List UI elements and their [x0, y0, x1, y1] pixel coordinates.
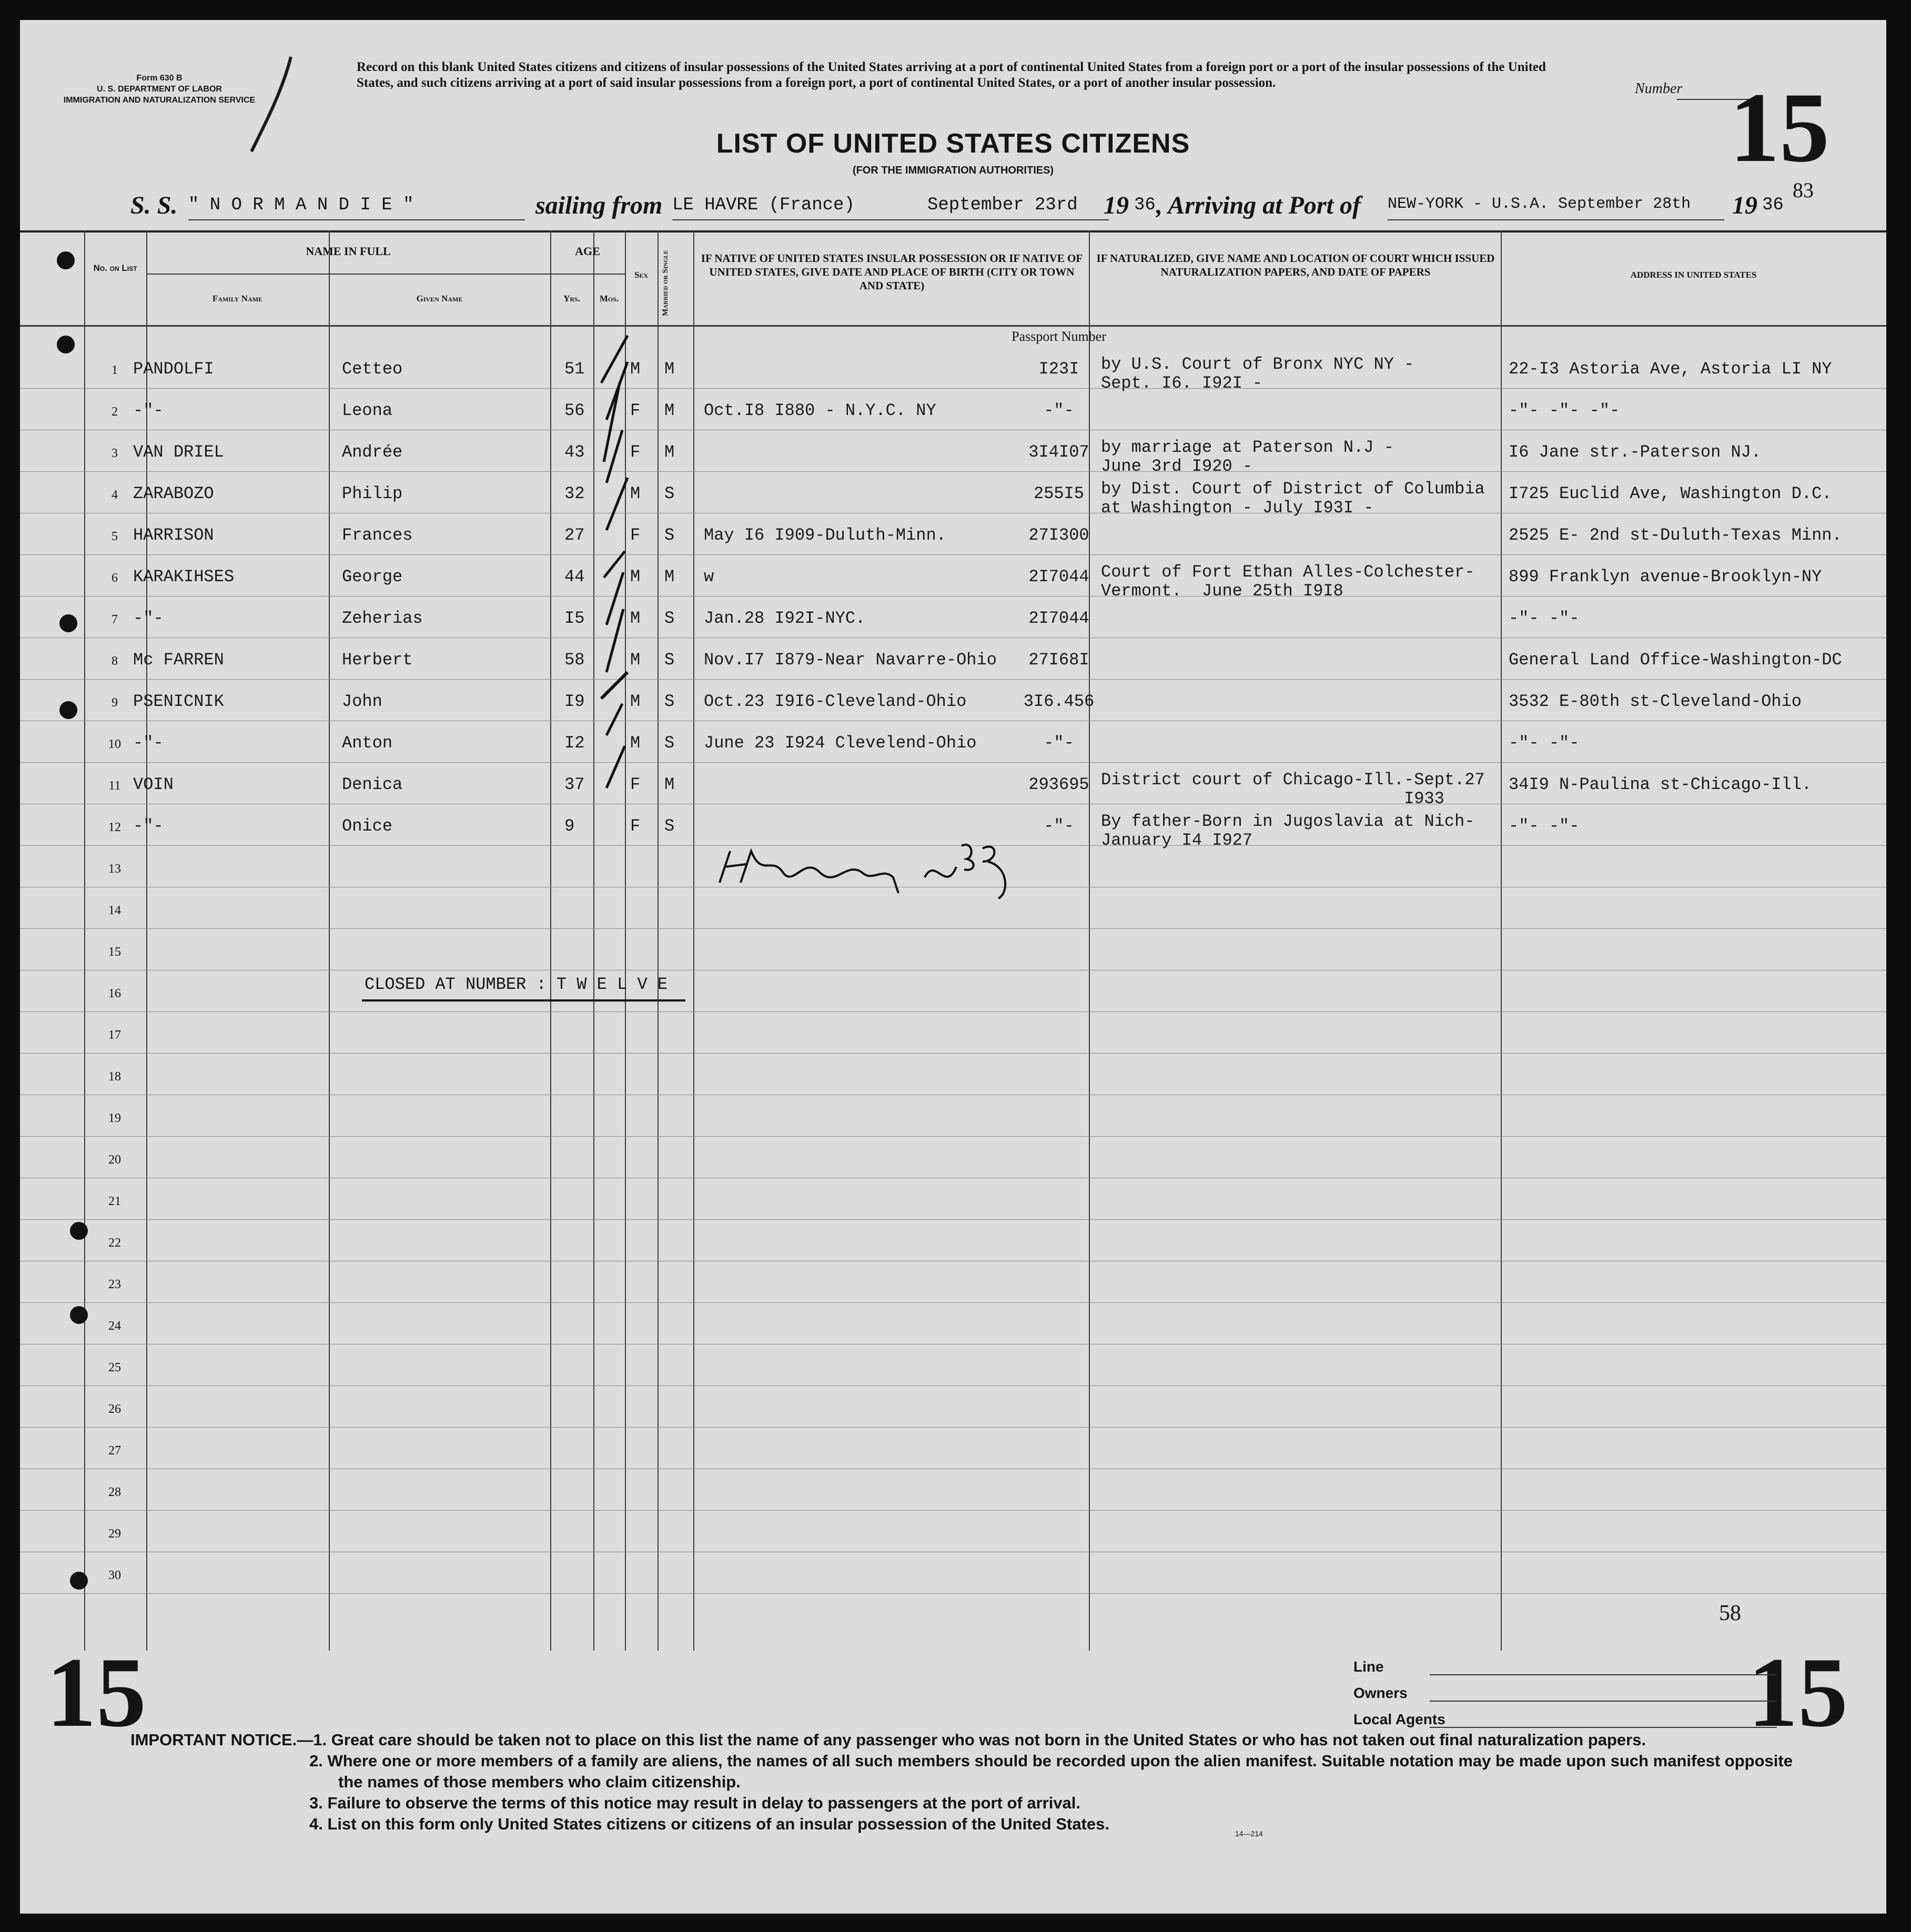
cell-birth: Oct.I8 I880 - N.Y.C. NY — [704, 401, 936, 420]
row-rule — [20, 471, 1886, 472]
row-number: 3 — [112, 447, 118, 460]
service: IMMIGRATION AND NATURALIZATION SERVICE — [63, 96, 256, 105]
official-signature — [714, 835, 1093, 909]
cell-age: I5 — [564, 609, 585, 628]
cell-age: 43 — [564, 442, 585, 462]
cell-family: Mc FARREN — [133, 650, 224, 670]
cell-address: -"- -"- — [1509, 609, 1580, 628]
row-number: 10 — [108, 737, 121, 751]
col-given-header: Given Name — [416, 294, 463, 304]
row-number: 5 — [112, 530, 118, 543]
cell-address: General Land Office-Washington-DC — [1509, 650, 1842, 670]
row-rule — [20, 762, 1886, 763]
cell-sex: M — [630, 609, 641, 628]
cell-sex: F — [630, 401, 641, 420]
row-number: 11 — [108, 779, 121, 793]
owners-label: Owners — [1353, 1685, 1408, 1701]
passenger-table — [20, 230, 1886, 1651]
form-code: 14—214 — [1235, 1829, 1263, 1838]
col-mos-header: Mos. — [599, 294, 619, 304]
row-number: 16 — [108, 987, 121, 1000]
cell-passport: 2I7044 — [1028, 567, 1089, 586]
row-rule — [20, 679, 1886, 680]
arrival-year-prefix: 19 — [1732, 191, 1757, 219]
cell-status: M — [664, 442, 675, 462]
cell-sex: F — [630, 816, 641, 836]
row-number: 15 — [108, 945, 121, 959]
cell-birth: Nov.I7 I879-Near Navarre-Ohio — [704, 650, 997, 670]
row-number: 18 — [108, 1070, 121, 1084]
cell-given: Philip — [342, 484, 403, 503]
handwritten-check-marks — [591, 325, 641, 1061]
cell-given: Zeherias — [342, 609, 423, 628]
cell-family: PSENICNIK — [133, 692, 224, 711]
cell-sex: M — [630, 484, 641, 503]
cell-family: -"- — [133, 401, 164, 420]
cell-address: I6 Jane str.-Paterson NJ. — [1509, 442, 1762, 462]
cell-age: I2 — [564, 733, 585, 753]
cell-court: By father-Born in Jugoslavia at Nich- January I4 I927 — [1101, 812, 1475, 850]
cell-address: 34I9 N-Paulina st-Chicago-Ill. — [1509, 775, 1812, 794]
col-birth-header: IF NATIVE OF UNITED STATES INSULAR POSSESSION OR IF NATIVE OF UNITED STATES, GIVE DATE AND PLACE OF BIRTH (CITY OR TOWN AND STATE) — [701, 252, 1083, 292]
notice-1: 1. Great care should be taken not to place on this list the name of any passenger who was not born in the United States or who has not taken out final naturalization papers. — [313, 1731, 1646, 1749]
row-number: 26 — [108, 1402, 121, 1416]
cell-sex: M — [630, 567, 641, 586]
col-naturalized-header: IF NATURALIZED, GIVE NAME AND LOCATION OF COURT WHICH ISSUED NATURALIZATION PAPERS, AND DATE OF PAPERS — [1096, 252, 1495, 278]
cell-address: 899 Franklyn avenue-Brooklyn-NY — [1509, 567, 1822, 586]
cell-passport: -"- — [1044, 401, 1074, 420]
cell-passport: I23I — [1038, 359, 1079, 379]
arrival-year: 36 — [1762, 195, 1784, 215]
cell-family: -"- — [133, 733, 164, 753]
cell-passport: 293695 — [1028, 775, 1089, 794]
cell-age: 37 — [564, 775, 585, 794]
row-number: 12 — [108, 821, 121, 834]
col-yrs-header: Yrs. — [563, 294, 580, 304]
row-rule — [20, 1053, 1886, 1054]
cell-status: M — [664, 401, 675, 420]
punch-hole — [70, 1572, 88, 1590]
cell-address: I725 Euclid Ave, Washington D.C. — [1509, 484, 1832, 503]
footer-right-number: 15 — [1748, 1637, 1848, 1748]
cell-status: S — [664, 650, 675, 670]
row-rule — [20, 1219, 1886, 1220]
sail-date: September 23rd — [927, 195, 1078, 215]
cell-birth: June 23 I924 Clevelend-Ohio — [704, 733, 977, 753]
notice-heading: IMPORTANT NOTICE.— — [130, 1731, 314, 1749]
col-name-header: NAME IN FULL — [306, 245, 391, 258]
passport-number-header: Passport Number — [1012, 329, 1106, 344]
cell-birth: w — [704, 567, 714, 586]
sail-year-prefix: 19 — [1104, 191, 1129, 219]
cell-sex: F — [630, 775, 641, 794]
cell-age: 56 — [564, 401, 585, 420]
cell-birth: May I6 I909-Duluth-Minn. — [704, 525, 946, 545]
cell-status: M — [664, 567, 675, 586]
col-no-header: No. on List — [93, 263, 137, 273]
row-rule — [20, 1385, 1886, 1386]
cell-address: 2525 E- 2nd st-Duluth-Texas Minn. — [1509, 525, 1842, 545]
cell-given: Anton — [342, 733, 393, 753]
cell-address: 3532 E-80th st-Cleveland-Ohio — [1509, 692, 1802, 711]
row-number: 27 — [108, 1444, 121, 1458]
row-number: 30 — [108, 1569, 121, 1582]
cell-sex: F — [630, 442, 641, 462]
row-number: 17 — [108, 1028, 121, 1042]
sail-year: 36 — [1134, 195, 1156, 215]
cell-given: John — [342, 692, 382, 711]
row-number: 21 — [108, 1195, 121, 1208]
row-rule — [20, 1302, 1886, 1303]
cell-family: KARAKIHSES — [133, 567, 235, 586]
row-number: 25 — [108, 1361, 121, 1374]
row-number: 1 — [112, 363, 118, 377]
cell-age: I9 — [564, 692, 585, 711]
sailing-from-label: sailing from — [535, 191, 663, 219]
sheet-number: 15 — [1730, 73, 1829, 183]
cell-status: S — [664, 484, 675, 503]
cell-passport: 27I68I — [1028, 650, 1089, 670]
cell-birth: Oct.23 I9I6-Cleveland-Ohio — [704, 692, 967, 711]
row-number: 13 — [108, 862, 121, 876]
cell-passport: 27I300 — [1028, 525, 1089, 545]
cell-given: Andrée — [342, 442, 403, 462]
row-rule — [20, 1136, 1886, 1137]
cell-family: VOIN — [133, 775, 174, 794]
cell-court: District court of Chicago-Ill.-Sept.27 I933 — [1101, 770, 1485, 808]
row-rule — [20, 1593, 1886, 1594]
cell-age: 27 — [564, 525, 585, 545]
line-label: Line — [1353, 1658, 1384, 1675]
cell-court: by Dist. Court of District of Columbia at Washington - July I93I - — [1101, 479, 1485, 518]
cell-status: S — [664, 733, 675, 753]
punch-hole — [57, 251, 75, 269]
row-rule — [20, 928, 1886, 929]
cell-status: M — [664, 359, 675, 379]
local-agents-label: Local Agents — [1353, 1711, 1445, 1727]
notice-2: 2. Where one or more members of a family are aliens, the names of all such members should be recorded upon the alien manifest. Suitable notation may be made upon such manifest opposite the names of those members who claim citizenship. — [309, 1752, 1793, 1791]
row-number: 24 — [108, 1319, 121, 1333]
punch-hole — [70, 1306, 88, 1324]
form-title: LIST OF UNITED STATES CITIZENS — [716, 128, 1190, 159]
row-rule — [20, 554, 1886, 555]
cell-address: -"- -"- -"- — [1509, 401, 1620, 420]
cell-court: by U.S. Court of Bronx NYC NY - Sept. I6. I92I - — [1101, 355, 1414, 393]
col-age-header: AGE — [575, 245, 600, 258]
cell-passport: 255I5 — [1033, 484, 1084, 503]
cell-address: 22-I3 Astoria Ave, Astoria LI NY — [1509, 359, 1832, 379]
stamp-number: 58 — [1719, 1601, 1741, 1625]
cell-given: Frances — [342, 525, 413, 545]
row-number: 8 — [112, 654, 118, 668]
ship-name: " N O R M A N D I E " — [188, 195, 414, 215]
cell-passport: 3I6.456 — [1023, 692, 1095, 711]
row-number: 28 — [108, 1485, 121, 1499]
cell-family: -"- — [133, 816, 164, 836]
from-port: LE HAVRE (France) — [672, 195, 855, 215]
col-address-header: ADDRESS IN UNITED STATES — [1630, 270, 1757, 280]
punch-hole — [70, 1222, 88, 1240]
cell-status: S — [664, 816, 675, 836]
cell-sex: M — [630, 359, 641, 379]
manifest-sheet — [20, 20, 1886, 1914]
cell-passport: 3I4I07 — [1028, 442, 1089, 462]
record-instructions: Record on this blank United States citizens and citizens of insular possessions of the United States arriving at a port of continental United States from a foreign port or a port of the insular possessions of the United States, and such citizens arriving at a port of said insular possessions from a foreign port, a port of continental United States, or a port of another insular possession. — [357, 60, 1546, 90]
form-number: Form 630 B — [136, 74, 183, 83]
cell-court: by marriage at Paterson N.J - June 3rd I920 - — [1101, 438, 1394, 476]
row-number: 2 — [112, 405, 118, 419]
col-married-header: Married or Single — [661, 250, 670, 316]
cell-age: 44 — [564, 567, 585, 586]
cell-age: 9 — [564, 816, 575, 836]
col-family-header: Family Name — [212, 294, 263, 304]
cell-address: -"- -"- — [1509, 816, 1580, 836]
cell-passport: -"- — [1044, 816, 1074, 836]
cell-family: PANDOLFI — [133, 359, 214, 379]
row-number: 22 — [108, 1236, 121, 1250]
closed-at-note: CLOSED AT NUMBER : T W E L V E — [365, 975, 668, 994]
notice-4: 4. List on this form only United States citizens or citizens of an insular possession of the United States. — [309, 1815, 1109, 1833]
punch-hole — [59, 701, 77, 719]
row-rule — [20, 1510, 1886, 1511]
row-number: 4 — [112, 488, 118, 502]
punch-hole — [59, 614, 77, 632]
cell-address: -"- -"- — [1509, 733, 1580, 753]
punch-hole — [57, 336, 75, 353]
cell-status: S — [664, 609, 675, 628]
cell-age: 58 — [564, 650, 585, 670]
row-number: 29 — [108, 1527, 121, 1541]
col-sex-header: Sex — [634, 270, 649, 280]
cell-family: HARRISON — [133, 525, 214, 545]
cell-given: Leona — [342, 401, 393, 420]
row-rule — [20, 1427, 1886, 1428]
cell-birth: Jan.28 I92I-NYC. — [704, 609, 866, 628]
cell-family: ZARABOZO — [133, 484, 214, 503]
cell-court: Court of Fort Ethan Alles-Colchester- Vermont. June 25th I9I8 — [1101, 562, 1475, 601]
cell-given: Onice — [342, 816, 393, 836]
form-subtitle: (FOR THE IMMIGRATION AUTHORITIES) — [852, 165, 1054, 176]
cell-sex: F — [630, 525, 641, 545]
cell-family: VAN DRIEL — [133, 442, 224, 462]
number-label: Number — [1635, 80, 1683, 97]
row-number: 23 — [108, 1278, 121, 1291]
notice-3: 3. Failure to observe the terms of this notice may result in delay to passengers at the port of arrival. — [309, 1794, 1081, 1812]
cell-sex: M — [630, 692, 641, 711]
cell-status: M — [664, 775, 675, 794]
page-index: 83 — [1793, 178, 1814, 202]
cell-passport: -"- — [1044, 733, 1074, 753]
footer-left-number: 15 — [46, 1637, 146, 1748]
row-number: 7 — [112, 613, 118, 626]
cell-age: 51 — [564, 359, 585, 379]
row-number: 20 — [108, 1153, 121, 1167]
cell-sex: M — [630, 650, 641, 670]
cell-given: Denica — [342, 775, 403, 794]
row-number: 19 — [108, 1111, 121, 1125]
cell-passport: 2I7044 — [1028, 609, 1089, 628]
arrival-port-date: NEW-YORK - U.S.A. September 28th — [1388, 195, 1691, 213]
voyage-line — [20, 191, 1886, 228]
row-number: 9 — [112, 696, 118, 710]
row-number: 14 — [108, 904, 121, 917]
cell-status: S — [664, 692, 675, 711]
closed-underline — [362, 999, 685, 1002]
cell-given: Herbert — [342, 650, 413, 670]
ss-label: S. S. — [130, 191, 178, 219]
row-number: 6 — [112, 571, 118, 585]
form-identifier — [49, 73, 270, 106]
cell-status: S — [664, 525, 675, 545]
row-rule — [20, 1011, 1886, 1012]
row-rule — [20, 388, 1886, 389]
rows-layer — [20, 230, 1886, 1651]
cell-sex: M — [630, 733, 641, 753]
important-notice — [130, 1729, 1814, 1835]
arriving-label: , Arriving at Port of — [1156, 191, 1361, 219]
department: U. S. DEPARTMENT OF LABOR — [97, 85, 222, 94]
cell-given: Cetteo — [342, 359, 403, 379]
cell-given: George — [342, 567, 403, 586]
cell-family: -"- — [133, 609, 164, 628]
cell-age: 32 — [564, 484, 585, 503]
